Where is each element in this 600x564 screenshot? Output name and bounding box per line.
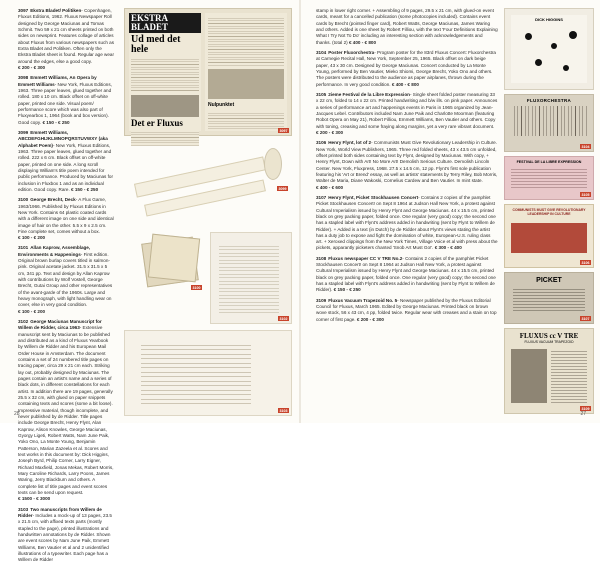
handwritten-lines bbox=[141, 341, 251, 405]
lot-tag: 3097 bbox=[279, 128, 288, 133]
picket-pamphlet-image bbox=[504, 272, 594, 324]
deck-cards-image bbox=[124, 232, 204, 292]
lot-3106: 3106 Henry Flynt, lot of 2- Communists Must Give Revolutionary Leadership in Culture. New York, World View Publishers, 1965. Three red folded sheets, 43 x 43.5 cm unfolded, offset printed both sides containing text by Flynt, designed by Maciunas. With copy, + Henry Flynt, Down with Art! No More Art! Demolish Serious Culture. Demolish Lincoln Center. New York, Fluxpress, 1968. 27.5 x 14.5 cm, 12 pp. Flynt's first sole publication featuring his 'Art or Brend' essay, as well as artists' statements by Terry Riley, Bob Morris, Walter de Maria, Diane Wakoski, Cornelius Cardew and Ben Vautier. In mint state. € 400 - € 600 bbox=[316, 140, 498, 190]
lot-3099: 3099 Emmett Williams, ABCDEFGHIJKLMNOPQRSTUVWXY (aka Alphabet Poem)- New York, Fluxus Editions, 1963. Three paper leaves, glued together and rolled. 222 x 6 cm. Black offset on off-white paper, printed on one side. A long scroll displaying William's title poem intended for public performance. Produced by Maciunas for inclusion in Fluxbox 1 and as an individual edition. Good copy. Rare. € 150 - € 250 bbox=[18, 129, 113, 192]
newspaper-column-text bbox=[131, 57, 199, 93]
lot-tag: 3109 bbox=[581, 406, 590, 411]
right-page bbox=[300, 0, 600, 423]
lot-tag: 3103 bbox=[279, 408, 288, 413]
flynt-header: COMMUNISTS MUST GIVE REVOLUTIONARY LEADERSHIP IN CULTURE bbox=[512, 208, 586, 216]
manuscript-text bbox=[219, 243, 279, 313]
scroll-rolls-image bbox=[124, 140, 290, 226]
lot-tag: 3105 bbox=[581, 192, 590, 197]
vtre-newspaper-image bbox=[504, 328, 594, 414]
flynt-red-block bbox=[511, 223, 587, 253]
lot-tag: 3107 bbox=[581, 316, 590, 321]
lot-tag: 3099 bbox=[278, 186, 287, 191]
festival-text bbox=[511, 167, 587, 189]
flynt-pamphlet-image bbox=[504, 204, 594, 268]
lot-3109: 3109 Fluxus Vacuum Trapezoid No. 5- Newspaper published by the Fluxus Editorial Council for Fluxus, March 1965. Edited by George Maciunas. Printed black on brown wove stock, 56 x 43 cm, 4 pp, folded twice. Regular wear with creases and a stain on top corner of first page. € 200 - € 300 bbox=[316, 297, 497, 322]
lot-3108: 3108 Fluxus newspaper CC V TRE No.2- Contains 2 copies of the pamphlet Picket Stockhausen Concert! on Sept 8 1964 at Judson Hall New York, a protest against Cultural Imperialism issued by Henry Flynt and George Maciunas. 44 x 15.5 cm, printed black on grey packing paper, folded once. One regular (very good) copy; the second one has a stapled label with Flynt's address added in handwriting (sent by Flynt to Willem de Ridder). € 150 - € 250 bbox=[316, 255, 496, 293]
vtre-photo bbox=[511, 349, 547, 403]
black-dot bbox=[563, 65, 569, 71]
lot-3104: 3104 Poster Fluxorchestra- Program poster for the 83rd Fluxus Concert: Fluxorchestra at Carnegie Recital Hall, New York, September 25, 1965. Black offset on dark beige paper, 43 x 30 cm. Designed by George Maciunas. Concert conducted by La Monte Young, performed by Ben Vautier, Mieko Shiomi, George Brecht, Yoko Ono and others. The posters were distributed to the audience as paper airplanes, thrown during the performance. In very good condition. € 400 - € 800 bbox=[316, 49, 496, 87]
vtre-subheader: FLUXUS VACUUM TRAPEZOID bbox=[524, 340, 574, 344]
handwritten-page-image bbox=[124, 330, 292, 416]
left-text-column bbox=[18, 8, 115, 563]
lot-3101: 3101 Allan Kaprow, Assemblage, Environments & Happenings- First edition. Original brown burlap covers titled in salmon-pink. Original acetate jacket. 31.5 x 31.5 x 5 cm, 341 pp. Text and design by Allan Kaprow with contributions by Wolf Vostell, George Brecht, Gutai Group and other representatives of the avant-garde of the 1960s. Large and heavy monograph, with light handling wear on cover, else in very good condition. € 100 - € 200 bbox=[18, 245, 113, 314]
lot-3102: 3102 George Maciunas Manuscript for Willem de Ridder, circa 1963- Extensive manuscript sent by Maciunas to be published and distributed as a kind of Fluxus Yearbook by Willem de Ridder and his European Mail Order House in Amsterdam. The document contains a set of 24 numbered title pages on tracing paper, circa 29 x 21 cm each. Striking lay out, probably designed by Maciunas. The pages contain an artist's name and a series of black dots, in different constellations for each artist. In addition there are 19 pages, generally 25.5 x 32 cm, with glued on paper snippets containing texts and scores (some a bit loose). Impressive material, though incomplete, and never published by de Ridder. Title pages include George Brecht, Henry Flynt, Alan Kaprow, Alison Knowles, George Maciunas, Gyorgy Ligeti, Robert Watts, Nam June Paik, Yoko Ono, La Monte Young, Benjamin Patterson, Marian Zazeela et al. Scores and text works in this document by: Dick Higgins, Joseph Byrd, Philip Corner, Larry Eigner, Richard Maxfield, Jonas Mekas, Robert Morris, Mary Caroline Richards, Larry Poons, James Waring, Jerry Blackburn and others. A complete list of title pages and event scores texts can be send upon request. € 1500 - € 3000 bbox=[18, 319, 114, 502]
dots-card-image bbox=[504, 8, 594, 90]
lot-3100: 3100 George Brecht, Deck- A Flux Game, 1963/1966. Published by Fluxus Editions in New York. Contains 64 plastic coated cards with a different image on one side and identical image of hair on the other. 5.5 x 9 x 2.5 cm. Fine complete set, comes without a box. € 100 - € 200 bbox=[18, 197, 114, 241]
page-number-right: 27 bbox=[580, 411, 586, 417]
picket-header: PICKET bbox=[536, 277, 562, 284]
newspaper-sheet-left bbox=[129, 13, 201, 131]
card-top bbox=[148, 234, 200, 283]
lot-tag: 3100 bbox=[192, 285, 201, 290]
left-page bbox=[0, 0, 300, 563]
lot-3103: 3103 Two manuscripts from Willem de Ridder- Includes a mock-up of 13 pages, 23.5 x 21.5 cm, with affixed texts parts (mostly stapled to the page), printed illustrations and handwritten annotations by de Ridder. Shown are event scores by Nam June Paik, Emmett Williams, Ben Vautier et al and 2 unidentified illustrations of a typewriter. Each page has a Willem de Ridder bbox=[18, 506, 112, 563]
dots-card bbox=[511, 15, 587, 83]
black-dot bbox=[569, 31, 577, 39]
newspaper-right-photo bbox=[208, 69, 284, 99]
scroll-roll bbox=[264, 148, 282, 180]
lot-tag: 3104 bbox=[581, 144, 590, 149]
black-dot bbox=[535, 59, 542, 66]
newspaper-subheadline: Ud med det hele bbox=[131, 34, 181, 55]
lot-tag: 3106 bbox=[581, 260, 590, 265]
newspaper-right-text-2 bbox=[208, 111, 284, 131]
lot-tag: 3102 bbox=[279, 316, 288, 321]
vtre-text bbox=[551, 349, 587, 403]
lot-3098: 3098 Emmett Williams, An Opera by Emmett Williams- New York, Fluxus Editions, 1963. Three paper leaves, glued together and rolled. 180 x 10 cm. Black offset on off-white paper, printed one side. Visual poem/ performance score which was also part of Fluxyearbox 1, 1964 (book and box version). Good copy. € 150 - € 250 bbox=[18, 75, 112, 125]
newspaper-right-text bbox=[208, 16, 284, 66]
lot-3097: 3097 Ekstra Bladet/ Politiken- Copenhagen, Fluxus Editions, 1962. Fluxus Newspaper Roll designed by George Maciunas and Tomas Schmit. Two 59 x 21 cm sheets printed on both sides on newsprint. Features collage of articles about Fluxus from various newspapers such as Extra Bladet and Politiken. Often only the Ekstra Bladet sheet is found. Regular age wear around the edges, else a good copy. € 200 - € 300 bbox=[18, 8, 115, 70]
festival-poster-image bbox=[504, 156, 594, 200]
vtre-header: FLUXUS cc V TRE bbox=[519, 332, 579, 340]
black-dot bbox=[551, 43, 557, 49]
fluxorchestra-poster-image bbox=[504, 94, 594, 152]
festival-header: FESTIVAL DE LA LIBRE EXPRESSION bbox=[516, 160, 582, 164]
newspaper-roll-image bbox=[124, 8, 292, 136]
newspaper-side-label: Nulpunktet bbox=[208, 102, 235, 108]
page-number-left: 28 bbox=[14, 411, 20, 417]
newspaper-bottom-headline: Det er Fluxus bbox=[131, 118, 183, 128]
dots-card-label: DICK HIGGINS bbox=[535, 17, 563, 22]
newspaper-photo bbox=[131, 95, 199, 117]
lot-3105: 3105 2ieme Festival de la Libre Expression- Single sheet folded poster measuring 33 x 22 cm, folded to 14 x 22 cm. Printed handwriting and b/w ills. on pink paper. Announces a series of performance art and happenings events in Paris in 1965 organized by Jean-Jacques Lebel. Contributors included Nam June Paik and Charlotte Moorman (featuring Robot Opera on May 21), Robert Filliou, Emmett Williams, Ben Vautier and others. Copy with toning, creasing and some fraying along margins, yet a very rare vibrant document. € 200 - € 300 bbox=[316, 91, 498, 135]
lot-3103-continuation: stamp in lower right corner. + Assembling of 9 pages, 29.5 x 21 cm, with glued-on event cards, meant for a cancelled publication (some photocopies included). Contains event cards by Brecht (pointed finger card), Robert Watts, George Maciunas, James Waring and others. Added is one sheet by Robert Filliou, with the text 'Four Definitions Explaining What I Try Not To Do' including an interesting section with acknowledgements and thanks. (total 2) € 400 - € 800 bbox=[316, 8, 498, 45]
lot-3107: 3107 Henry Flynt, Picket Stockhausen Concert- Contains 2 copies of the pamphlet Picket Stockhausen Concert! on Sept 8 1964 at Judson Hall New York, a protest against Cultural Imperialism issued by Henry Flynt and George Maciunas. 44 x 15.5 cm, printed black on grey packing paper, folded once. One regular (very good) copy; the second one has a stapled label with Flynt's address added in handwriting (sent by Flynt to Willem de Ridder). + Added is a text (in Dutch) by de Ridder about Flynt's views stating the artist has a duty job to expose and fight the domination of white, European-U.S. ruling class art. + Xeroxed clippings from the New York Times, Village Voice et al with press about the pickets, apparantly picketers chanted 'Snob Art Must Go!'. € 300 - € 400 bbox=[316, 194, 498, 251]
newspaper-headline: EKSTRA BLADET bbox=[129, 13, 201, 33]
right-text-column bbox=[316, 8, 498, 412]
black-dot bbox=[525, 33, 532, 40]
picket-text bbox=[513, 287, 585, 313]
manuscript-image bbox=[210, 232, 292, 324]
poster-title: FLUXORCHESTRA bbox=[526, 98, 572, 103]
poster-dots bbox=[511, 106, 587, 136]
newspaper-sheet-right bbox=[205, 13, 287, 131]
